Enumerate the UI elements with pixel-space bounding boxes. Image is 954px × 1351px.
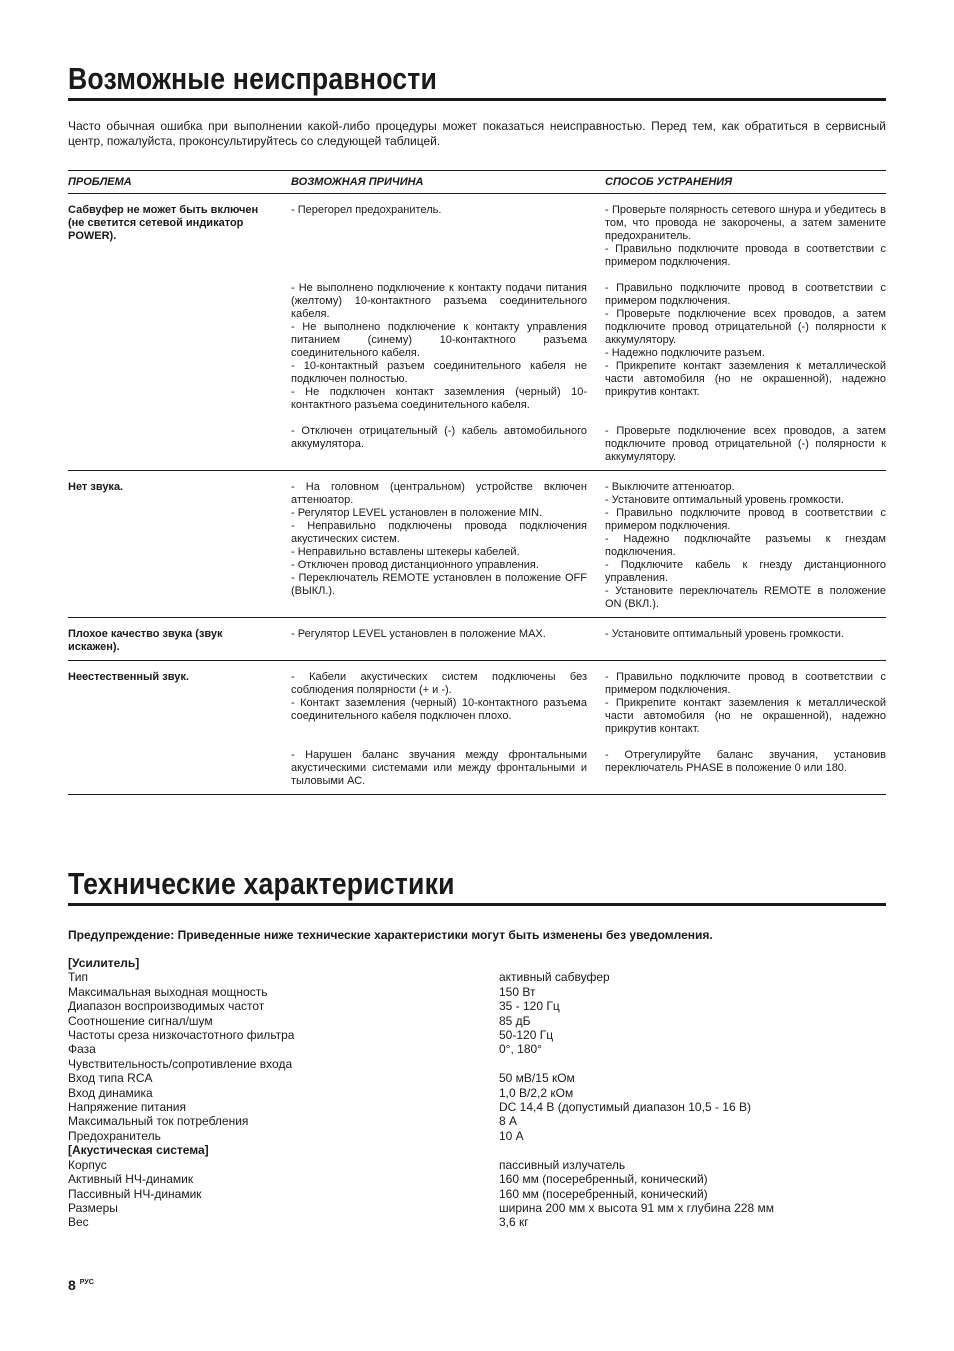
spec-row [68, 1071, 886, 1085]
fix-cell [605, 481, 886, 611]
spec-label: Соотношение сигнал/шум [68, 1013, 213, 1028]
cause-fix-block [291, 204, 886, 269]
fix-item: - Правильно подключите провод в соответствии с примером подключения. [605, 507, 886, 532]
fix-item: - Выключите аттенюатор. [605, 481, 735, 493]
spec-label: Размеры [68, 1200, 118, 1215]
fix-cell [605, 282, 886, 412]
spec-value: ширина 200 мм x высота 91 мм x глубина 228 мм [499, 1200, 774, 1215]
spec-label: Пассивный НЧ-динамик [68, 1186, 202, 1201]
table-body [68, 194, 886, 795]
troubleshooting-title: Возможные неисправности [68, 61, 438, 96]
spec-row [68, 1187, 886, 1201]
spec-row [68, 1042, 886, 1056]
cause-fix-block [291, 425, 886, 464]
header-problem: ПРОБЛЕМА [68, 176, 132, 188]
cause-cell [291, 671, 605, 736]
spec-value: 3,6 кг [499, 1215, 529, 1230]
spec-value: 0°, 180° [499, 1042, 542, 1057]
spec-value: 150 Вт [499, 984, 536, 999]
spec-value: 35 - 120 Гц [499, 999, 560, 1014]
spec-row [68, 1014, 886, 1028]
spec-value: DC 14,4 В (допустимый диапазон 10,5 - 16 В) [499, 1100, 751, 1115]
fix-item: - Проверьте полярность сетевого шнура и убедитесь в том, что провода не закорочены, а затем замените предохранитель. [605, 204, 886, 242]
cause-cell [291, 749, 605, 788]
spec-value [499, 956, 886, 970]
troubleshooting-table [68, 170, 886, 795]
spec-row [68, 1100, 886, 1114]
cause-cell [291, 481, 605, 611]
spec-label: Вес [68, 1215, 89, 1230]
cause-item: - Кабели акустических систем подключены без соблюдения полярности (+ и -). [291, 671, 587, 696]
spec-row [68, 985, 886, 999]
spec-label: Частоты среза низкочастотного фильтра [68, 1028, 295, 1043]
spec-row [68, 1129, 886, 1143]
header-cause: ВОЗМОЖНАЯ ПРИЧИНА [291, 176, 424, 188]
spec-label: Предохранитель [68, 1128, 161, 1143]
spec-row [68, 1215, 886, 1229]
cause-cell [291, 425, 605, 464]
problem-cell: Плохое качество звука (звук искажен). [68, 628, 223, 653]
spec-row [68, 1158, 886, 1172]
cause-item: - На головном (центральном) устройстве включен аттенюатор. [291, 481, 587, 506]
fix-item: - Установите оптимальный уровень громкости. [605, 628, 844, 640]
cause-fix-group [291, 204, 886, 464]
fix-item: - Правильно подключите провод в соответствии с примером подключения. [605, 671, 886, 696]
spec-section-header [68, 1143, 886, 1157]
table-row [68, 471, 886, 618]
cause-item: - Неправильно вставлены штекеры кабелей. [291, 546, 520, 558]
cause-item: - Не выполнено подключение к контакту подачи питания (желтому) 10-контактного разъема соединительного кабеля. [291, 282, 587, 320]
spec-label: Активный НЧ-динамик [68, 1172, 194, 1187]
spec-row [68, 1201, 886, 1215]
fix-cell [605, 204, 886, 269]
problem-cell: Сабвуфер не может быть включен (не светится сетевой индикатор POWER). [68, 204, 259, 242]
spec-row [68, 1086, 886, 1100]
cause-fix-block [291, 481, 886, 611]
cause-item: - 10-контактный разъем соединительного кабеля не подключен полностью. [291, 360, 587, 385]
cause-fix-block [291, 671, 886, 736]
cause-fix-block [291, 749, 886, 788]
cause-item: - Неправильно подключены провода подключения акустических систем. [291, 520, 587, 545]
spec-label: Вход типа RCA [68, 1071, 153, 1086]
spec-value: пассивный излучатель [499, 1157, 626, 1172]
language-label: РУС [79, 1279, 94, 1286]
cause-item: - Регулятор LEVEL установлен в положение MAX. [291, 628, 546, 640]
fix-item: - Установите переключатель REMOTE в положение ON (ВКЛ.). [605, 585, 886, 610]
fix-item: - Отрегулируйте баланс звучания, установив переключатель PHASE в положение 0 или 180. [605, 749, 886, 774]
cause-item: - Нарушен баланс звучания между фронтальными акустическими системами или между фронтальными и тыловыми АС. [291, 749, 587, 787]
spec-value: 1,0 В/2,2 кОм [499, 1085, 574, 1100]
cause-cell [291, 282, 605, 412]
cause-item: - Отключен отрицательный (-) кабель автомобильного аккумулятора. [291, 425, 587, 450]
spec-label: Вход динамика [68, 1085, 153, 1100]
cause-fix-group [291, 671, 886, 788]
spec-label: Максимальный ток потребления [68, 1114, 249, 1129]
spec-value: 85 дБ [499, 1013, 531, 1028]
fix-item: - Подключите кабель к гнезду дистанционного управления. [605, 559, 886, 584]
title-rule [68, 903, 886, 906]
spec-row [68, 999, 886, 1013]
cause-cell [291, 204, 605, 269]
problem-cell: Неестественный звук. [68, 671, 189, 683]
page-number: 8 [68, 1277, 76, 1293]
cause-fix-group [291, 481, 886, 611]
fix-item: - Прикрепите контакт заземления к металлической части автомобиля (но не окрашенной), надежно прикрутив контакт. [605, 697, 886, 735]
specifications-title: Технические характеристики [68, 866, 455, 901]
spec-value [499, 1057, 886, 1071]
cause-item: - Регулятор LEVEL установлен в положение MIN. [291, 507, 543, 519]
fix-cell [605, 628, 886, 641]
cause-item: - Отключен провод дистанционного управления. [291, 559, 539, 571]
page-footer [68, 1277, 94, 1293]
spec-row [68, 1114, 886, 1128]
fix-item: - Проверьте подключение всех проводов, а затем подключите провод отрицательной (-) полярности к аккумулятору. [605, 425, 886, 463]
spec-label: Напряжение питания [68, 1100, 186, 1115]
fix-item: - Надежно подключите разъем. [605, 347, 765, 359]
cause-item: - Контакт заземления (черный) 10-контактного разъема соединительного кабеля подключен плохо. [291, 697, 587, 722]
spec-value: 8 А [499, 1114, 518, 1129]
spec-value: 10 А [499, 1128, 524, 1143]
spec-row [68, 1057, 886, 1071]
spec-label: Фаза [68, 1042, 96, 1057]
spec-label: Корпус [68, 1157, 107, 1172]
title-rule [68, 98, 886, 101]
table-row [68, 661, 886, 795]
spec-value: 50 мВ/15 кОм [499, 1071, 575, 1086]
fix-cell [605, 749, 886, 788]
header-fix: СПОСОБ УСТРАНЕНИЯ [605, 176, 733, 188]
cause-item: - Не подключен контакт заземления (черный) 10-контактного разъема соединительного кабеля. [291, 386, 587, 411]
spec-label: Максимальная выходная мощность [68, 984, 268, 999]
specifications-list [68, 956, 886, 1230]
cause-item: - Перегорел предохранитель. [291, 204, 442, 216]
spec-row [68, 1028, 886, 1042]
fix-item: - Установите оптимальный уровень громкости. [605, 494, 844, 506]
spec-label: [Усилитель] [68, 956, 140, 970]
spec-row [68, 1172, 886, 1186]
cause-fix-block [291, 282, 886, 412]
intro-paragraph: Часто обычная ошибка при выполнении какой-либо процедуры может показаться неисправностью. Перед тем, как обратиться в сервисный центр, пожалуйста, проконсультируйтесь со следующей таблицей. [68, 119, 886, 148]
fix-item: - Правильно подключите провод в соответствии с примером подключения. [605, 282, 886, 307]
spec-value: 160 мм (посеребренный, конический) [499, 1186, 708, 1201]
cause-item: - Переключатель REMOTE установлен в положение OFF (ВЫКЛ.). [291, 572, 587, 597]
fix-item: - Надежно подключайте разъемы к гнездам подключения. [605, 533, 886, 558]
spec-value: активный сабвуфер [499, 970, 610, 985]
spec-label: Чувствительность/сопротивление входа [68, 1056, 293, 1071]
cause-cell [291, 628, 605, 641]
spec-value: 160 мм (посеребренный, конический) [499, 1172, 708, 1187]
fix-cell [605, 671, 886, 736]
spec-value [499, 1143, 886, 1157]
spec-section-header [68, 956, 886, 970]
spec-label: [Акустическая система] [68, 1143, 209, 1158]
problem-cell: Нет звука. [68, 481, 124, 493]
fix-cell [605, 425, 886, 464]
spec-label: Диапазон воспроизводимых частот [68, 999, 265, 1014]
fix-item: - Прикрепите контакт заземления к металлической части автомобиля (но не окрашенной), надежно прикрутив контакт. [605, 360, 886, 398]
fix-item: - Правильно подключите провода в соответствии с примером подключения. [605, 243, 886, 268]
spec-label: Тип [68, 970, 89, 985]
fix-item: - Проверьте подключение всех проводов, а затем подключите провод отрицательной (-) полярности к аккумулятору. [605, 308, 886, 346]
spec-value: 50-120 Гц [499, 1028, 554, 1043]
table-header [68, 170, 886, 194]
spec-row [68, 970, 886, 984]
warning-text: Предупреждение: Приведенные ниже технические характеристики могут быть изменены без уведомления. [68, 928, 713, 942]
table-row [68, 618, 886, 661]
cause-fix-group [291, 628, 886, 654]
cause-item: - Не выполнено подключение к контакту управления питанием (синему) 10-контактного разъема соединительного кабеля. [291, 321, 587, 359]
table-row [68, 194, 886, 471]
cause-fix-block [291, 628, 886, 641]
